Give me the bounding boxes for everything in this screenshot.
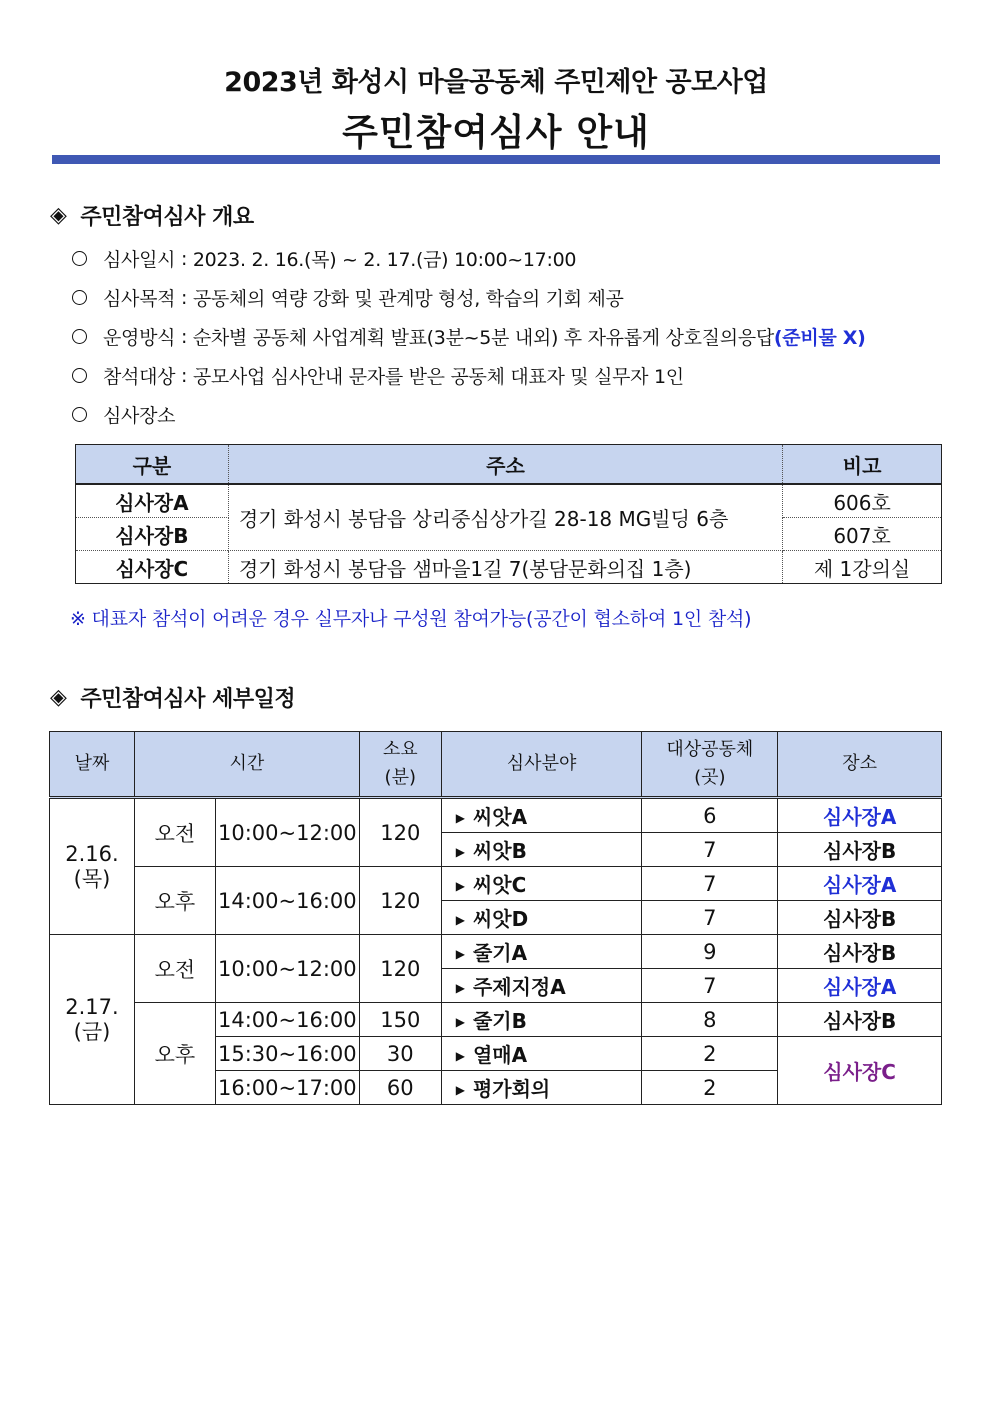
place-cell: 심사장A [778, 867, 942, 901]
place-cell: 심사장B [778, 1003, 942, 1037]
header-duration-l2: (분) [384, 767, 416, 788]
overview-item-venue [70, 401, 175, 428]
circle-bullet-icon [72, 290, 87, 305]
day-cell [50, 798, 135, 935]
duration-cell: 30 [359, 1037, 441, 1071]
duration-cell: 120 [359, 867, 441, 935]
place-cell: 심사장A [778, 798, 942, 833]
header-duration-l1: 소요 [382, 739, 418, 760]
document-subtitle: 주민참여심사 안내 [342, 111, 650, 154]
count-cell: 7 [642, 901, 778, 935]
item-value: 공모사업 심사안내 문자를 받은 공동체 대표자 및 실무자 1인 [192, 366, 684, 388]
field-cell [441, 833, 642, 867]
schedule-heading [50, 682, 295, 713]
item-value: 순차별 공동체 사업계획 발표(3분~5분 내외) 후 자유롭게 상호질의응답 [192, 327, 774, 349]
field-text: 씨앗D [472, 907, 529, 931]
circle-bullet-icon [72, 368, 87, 383]
triangle-bullet-icon: ▶ [455, 1015, 465, 1029]
schedule-table [49, 731, 942, 1105]
table-row [50, 867, 942, 901]
overview-heading [50, 200, 254, 231]
header-duration [359, 732, 441, 798]
triangle-bullet-icon: ▶ [455, 879, 465, 893]
schedule-heading-text: 주민참여심사 세부일정 [80, 687, 296, 712]
field-text: 평가회의 [472, 1077, 551, 1101]
overview-item-method [70, 323, 865, 350]
duration-cell: 60 [359, 1071, 441, 1105]
time-cell: 10:00~12:00 [215, 935, 359, 1003]
table-row [76, 484, 942, 518]
place-cell: 심사장B [778, 833, 942, 867]
table-row [50, 1003, 942, 1037]
item-value: 공동체의 역량 강화 및 관계망 형성, 학습의 기회 제공 [192, 288, 624, 310]
day-cell [50, 935, 135, 1105]
header-place: 장소 [778, 732, 942, 798]
header-field: 심사분야 [441, 732, 642, 798]
venue-header-row [76, 445, 942, 485]
day-weekday: (금) [73, 1019, 111, 1044]
field-cell [441, 935, 642, 969]
triangle-bullet-icon: ▶ [455, 1049, 465, 1063]
count-cell: 9 [642, 935, 778, 969]
venue-name: 심사장B [76, 518, 229, 551]
duration-cell: 120 [359, 935, 441, 1003]
place-cell: 심사장B [778, 901, 942, 935]
time-cell: 14:00~16:00 [215, 1003, 359, 1037]
triangle-bullet-icon: ▶ [455, 845, 465, 859]
count-cell: 8 [642, 1003, 778, 1037]
time-cell: 15:30~16:00 [215, 1037, 359, 1071]
field-text: 줄기B [472, 1009, 527, 1033]
place-cell: 심사장C [778, 1037, 942, 1105]
overview-item-date [70, 245, 576, 272]
time-cell: 10:00~12:00 [215, 798, 359, 867]
field-text: 열매A [472, 1043, 528, 1067]
item-value: 2023. 2. 16.(목) ~ 2. 17.(금) 10:00~17:00 [192, 249, 577, 271]
item-separator: : [175, 325, 193, 348]
overview-heading-text: 주민참여심사 개요 [80, 205, 254, 230]
overview-item-attendees [70, 362, 684, 389]
day-weekday: (목) [73, 866, 111, 891]
field-cell [441, 867, 642, 901]
venue-table [75, 444, 942, 584]
count-cell: 7 [642, 969, 778, 1003]
venue-col-header: 구분 [76, 445, 229, 485]
triangle-bullet-icon: ▶ [455, 981, 465, 995]
header-count-l1: 대상공동체 [666, 739, 754, 760]
field-cell [441, 1037, 642, 1071]
circle-bullet-icon [72, 251, 87, 266]
header-date: 날짜 [50, 732, 135, 798]
item-separator: : [175, 364, 193, 387]
time-cell: 16:00~17:00 [215, 1071, 359, 1105]
venue-address: 경기 화성시 봉담읍 상리중심상가길 28-18 MG빌딩 6층 [228, 484, 782, 551]
item-separator: : [175, 286, 193, 309]
triangle-bullet-icon: ▶ [455, 913, 465, 927]
schedule-header-row [50, 732, 942, 798]
item-label: 심사목적 [103, 288, 176, 310]
venue-footnote: ※ 대표자 참석이 어려운 경우 실무자나 구성원 참여가능(공간이 협소하여 1인 참석) [70, 608, 752, 630]
circle-bullet-icon [72, 407, 87, 422]
table-row [76, 551, 942, 584]
venue-col-header: 비고 [783, 445, 942, 485]
triangle-bullet-icon: ▶ [455, 1083, 465, 1097]
item-separator: : [175, 247, 193, 270]
venue-note: 606호 [783, 484, 942, 518]
venue-name: 심사장C [76, 551, 229, 584]
diamond-bullet-icon: ◈ [50, 685, 67, 710]
diamond-bullet-icon: ◈ [50, 203, 67, 228]
overview-item-purpose [70, 284, 624, 311]
venue-note: 607호 [783, 518, 942, 551]
time-cell: 14:00~16:00 [215, 867, 359, 935]
field-text: 씨앗B [472, 839, 527, 863]
field-text: 씨앗A [472, 805, 528, 829]
period-cell: 오후 [134, 1003, 215, 1105]
field-cell [441, 1071, 642, 1105]
table-row [50, 935, 942, 969]
header-time: 시간 [134, 732, 359, 798]
day-date: 2.16. [65, 841, 119, 866]
venue-note: 제 1강의실 [783, 551, 942, 584]
venue-address: 경기 화성시 봉담읍 샘마을1길 7(봉담문화의집 1층) [228, 551, 782, 584]
day-date: 2.17. [65, 994, 119, 1019]
count-cell: 7 [642, 833, 778, 867]
venue-name: 심사장A [76, 484, 229, 518]
field-cell [441, 969, 642, 1003]
field-text: 주제지정A [472, 975, 566, 999]
document-title: 2023년 화성시 마을공동체 주민제안 공모사업 [224, 67, 768, 98]
count-cell: 2 [642, 1037, 778, 1071]
table-row [50, 798, 942, 833]
period-cell: 오후 [134, 867, 215, 935]
count-cell: 2 [642, 1071, 778, 1105]
item-label: 심사일시 [103, 249, 176, 271]
count-cell: 6 [642, 798, 778, 833]
field-cell [441, 798, 642, 833]
item-emphasis: (준비물 X) [773, 327, 866, 349]
title-rule [52, 155, 940, 164]
triangle-bullet-icon: ▶ [455, 947, 465, 961]
circle-bullet-icon [72, 329, 87, 344]
period-cell: 오전 [134, 798, 215, 867]
place-cell: 심사장B [778, 935, 942, 969]
header-count-l2: (곳) [694, 767, 726, 788]
item-label: 운영방식 [103, 327, 176, 349]
count-cell: 7 [642, 867, 778, 901]
header-count [642, 732, 778, 798]
period-cell: 오전 [134, 935, 215, 1003]
venue-col-header: 주소 [228, 445, 782, 485]
field-cell [441, 901, 642, 935]
triangle-bullet-icon: ▶ [455, 811, 465, 825]
field-cell [441, 1003, 642, 1037]
field-text: 씨앗C [472, 873, 527, 897]
place-cell: 심사장A [778, 969, 942, 1003]
item-label: 참석대상 [103, 366, 176, 388]
item-label: 심사장소 [103, 405, 176, 427]
duration-cell: 120 [359, 798, 441, 867]
duration-cell: 150 [359, 1003, 441, 1037]
field-text: 줄기A [472, 941, 528, 965]
